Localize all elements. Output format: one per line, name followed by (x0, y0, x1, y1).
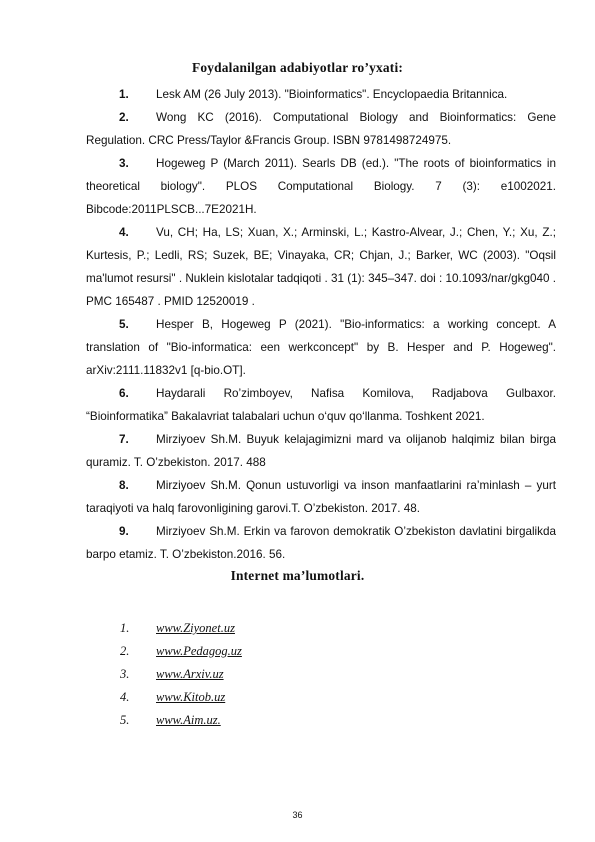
reference-text: Haydarali Ro’zimboyev, Nafisa Komilova, Radjabova Gulbaxor. “Bioinformatika” Bakalavriat talabalari uchun o‘quv qo‘llanma. Toshkent 2021. (86, 387, 556, 423)
website-number: 2. (120, 644, 130, 658)
website-item (120, 620, 235, 636)
reference-number: 2. (119, 111, 129, 124)
reference-number: 5. (119, 318, 129, 331)
reference-item (86, 474, 556, 520)
reference-item (86, 106, 556, 152)
reference-number: 1. (119, 88, 129, 101)
website-item (120, 643, 242, 659)
reference-number: 8. (119, 479, 129, 492)
website-link[interactable]: www.Ziyonet.uz (156, 621, 235, 635)
website-number: 1. (120, 621, 130, 635)
reference-text: Lesk AM (26 July 2013). "Bioinformatics". Encyclopaedia Britannica. (156, 88, 508, 101)
reference-text: Mirziyoev Sh.M. Erkin va farovon demokratik O’zbekiston davlatini birgalikda barpo etamiz. T. O’zbekiston.2016. 56. (86, 525, 556, 561)
reference-text: Hesper B, Hogeweg P (2021). "Bio-informatics: a working concept. A translation of "Bio-informatica: een werkconcept" by B. Hesper and P. Hogeweg". arXiv:2111.11832v1 [q-bio.OT]. (86, 318, 556, 377)
reference-text: Mirziyoev Sh.M. Qonun ustuvorligi va inson manfaatlarini ra’minlash – yurt taraqiyoti va halq farovonligining garovi.T. O’zbekiston. 2017. 48. (86, 479, 556, 515)
website-link[interactable]: www.Kitob.uz (156, 690, 226, 704)
reference-item (86, 382, 556, 428)
reference-number: 3. (119, 157, 129, 170)
reference-item (86, 428, 556, 474)
reference-text: Vu, CH; Ha, LS; Xuan, X.; Arminski, L.; Kastro-Alvear, J.; Chen, Y.; Xu, Z.; Kurtesis, P.; Ledli, RS; Suzek, BE; Vinayaka, CR; Chjan, J.; Barker, WC (2003). "Oqsil ma'lumot resursi" . Nuklein kislotalar tadqiqoti . 31 (1): 345–347. doi : 10.1093/nar/gkg040 . PMC 165487 . PMID 12520019 . (86, 226, 556, 308)
reference-item (86, 152, 556, 221)
reference-number: 6. (119, 387, 129, 400)
reference-text: Wong KC (2016). Computational Biology and Bioinformatics: Gene Regulation. CRC Press/Taylor &Francis Group. ISBN 9781498724975. (86, 111, 556, 147)
reference-item (86, 520, 556, 566)
website-item (120, 666, 224, 682)
reference-item (86, 313, 556, 382)
reference-number: 9. (119, 525, 129, 538)
reference-item (86, 221, 556, 313)
website-number: 4. (120, 690, 130, 704)
reference-text: Mirziyoev Sh.M. Buyuk kelajagimizni mard va olijanob halqimiz bilan birga quramiz. T. O’zbekiston. 2017. 488 (86, 433, 556, 469)
website-number: 5. (120, 713, 130, 727)
reference-item (86, 83, 556, 106)
website-number: 3. (120, 667, 130, 681)
website-item (120, 689, 225, 705)
website-link[interactable]: www.Aim.uz. (156, 713, 221, 727)
page-number: 36 (292, 810, 303, 820)
website-link[interactable]: www.Pedagog.uz (156, 644, 242, 658)
reference-number: 4. (119, 226, 129, 239)
reference-text: Hogeweg P (March 2011). Searls DB (ed.). "The roots of bioinformatics in theoretical biology". PLOS Computational Biology. 7 (3): e1002021. Bibcode:2011PLSCB...7E2021H. (86, 157, 556, 216)
reference-number: 7. (119, 433, 129, 446)
internet-heading: Internet ma’lumotlari. (230, 568, 365, 583)
website-link[interactable]: www.Arxiv.uz (156, 667, 224, 681)
website-item (120, 712, 221, 728)
references-heading: Foydalanilgan adabiyotlar ro’yxati: (191, 60, 404, 75)
